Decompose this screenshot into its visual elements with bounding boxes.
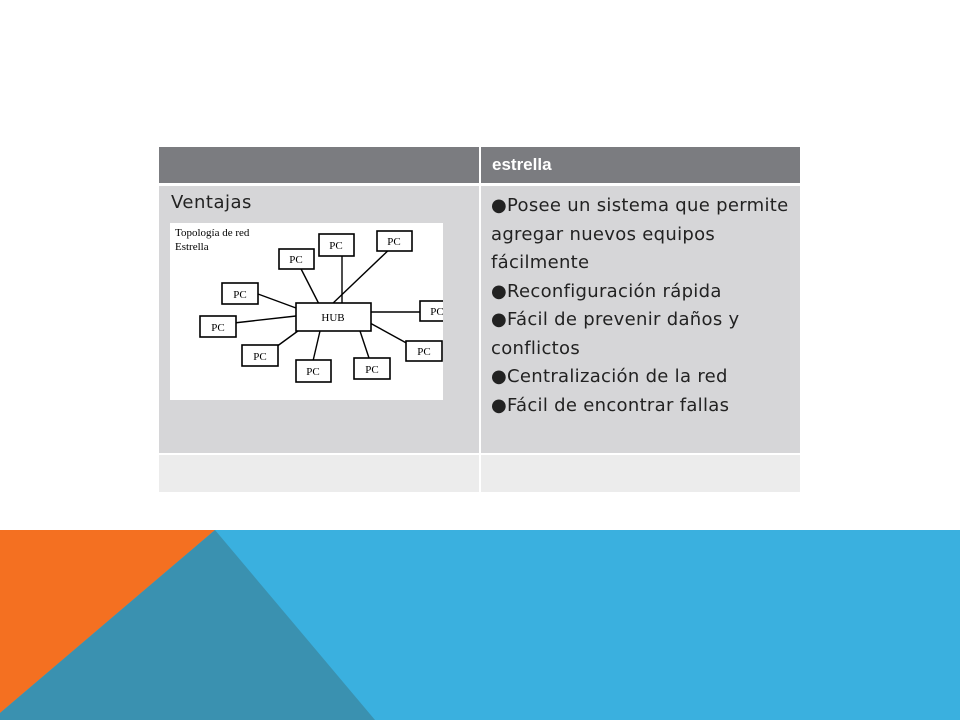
table-cell-empty <box>159 455 479 492</box>
pc-label: PC <box>253 351 267 363</box>
diagram-title-line2: Estrella <box>175 241 209 253</box>
pc-label: PC <box>387 236 401 248</box>
list-item: ●Centralización de la red <box>491 366 728 387</box>
table-cell-empty <box>481 455 800 492</box>
pc-label: PC <box>329 240 343 252</box>
pc-box <box>377 231 412 251</box>
pc-label: PC <box>365 364 379 376</box>
list-item: ●Reconfiguración rápida <box>491 280 722 302</box>
pc-box <box>296 360 331 382</box>
advantages-list <box>491 192 791 420</box>
pc-box <box>242 345 278 366</box>
pc-box <box>319 234 354 256</box>
list-item: ●Fácil de encontrar fallas <box>491 394 730 416</box>
pc-box <box>200 316 236 337</box>
list-item: ●Fácil de prevenir daños y conflictos <box>491 309 740 359</box>
pc-box <box>406 341 442 361</box>
pc-label: PC <box>417 346 431 358</box>
star-topology-diagram <box>170 223 443 400</box>
diagram-title-line1: Topología de red <box>175 227 250 239</box>
bottom-decoration <box>0 530 960 720</box>
table-header-estrella: estrella <box>481 147 800 183</box>
pc-label: PC <box>430 306 443 318</box>
pc-label: PC <box>211 322 225 334</box>
pc-box <box>354 358 390 379</box>
hub-label: HUB <box>321 312 345 324</box>
pc-box <box>420 301 443 321</box>
star-topology-svg <box>170 223 443 400</box>
table-header-empty-cell <box>159 147 479 183</box>
pc-box <box>222 283 258 304</box>
pc-label: PC <box>233 289 247 301</box>
pc-label: PC <box>306 366 320 378</box>
hub-box <box>296 303 371 331</box>
pc-label: PC <box>289 254 303 266</box>
list-item: ●Posee un sistema que permite agregar nuevos equipos fácilmente <box>491 195 789 273</box>
row-label-ventajas: Ventajas <box>171 192 252 213</box>
pc-box <box>279 249 314 269</box>
